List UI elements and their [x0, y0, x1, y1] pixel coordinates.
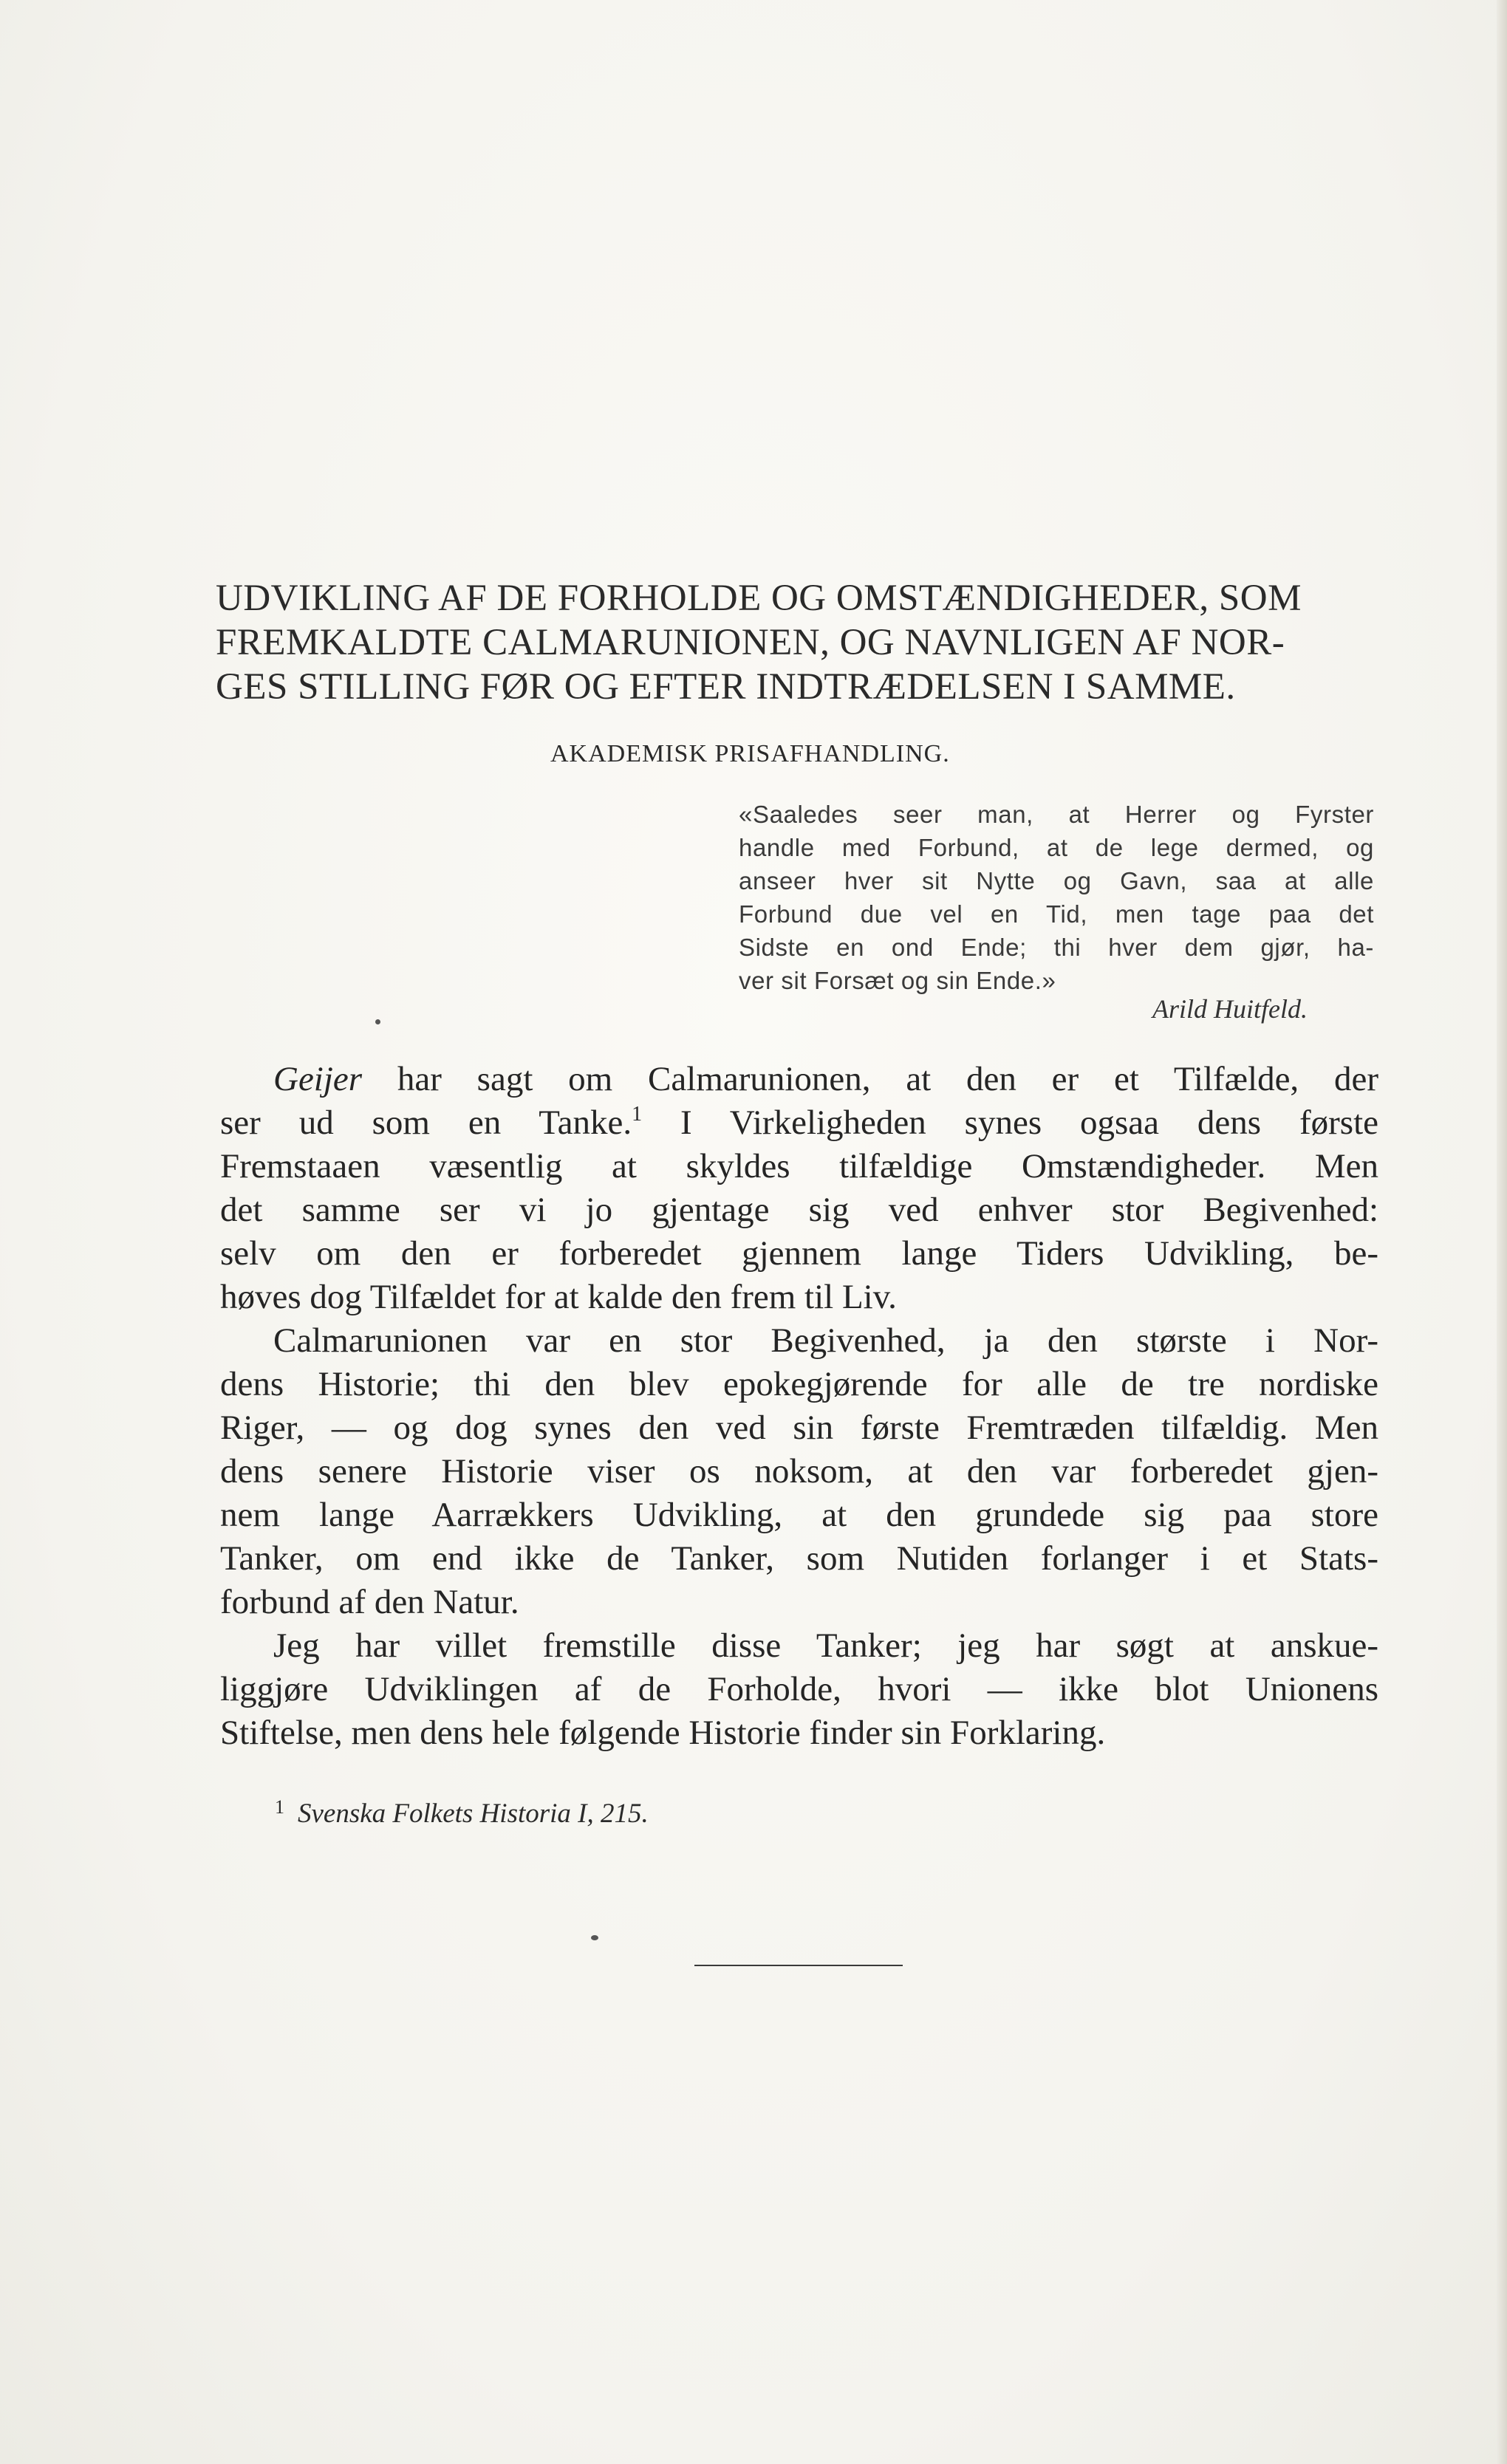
p1-line-5: selv om den er forberedet gjennem lange Tiders Udvikling, be-: [220, 1234, 1378, 1273]
p1-line-4: det samme ser vi jo gjentage sig ved enhver stor Begivenhed:: [220, 1191, 1378, 1229]
p2-line-3: Riger, — og dog synes den ved sin første Fremtræden tilfældig. Men: [220, 1409, 1378, 1447]
p3-line-2: liggjøre Udviklingen af de Forholde, hvori — ikke blot Unionens: [220, 1670, 1378, 1708]
page-edge-shadow: [1497, 0, 1507, 2464]
p2-line-6: Tanker, om end ikke de Tanker, som Nutiden forlanger i et Stats-: [220, 1539, 1378, 1578]
page-title: [216, 576, 1383, 709]
ink-speck: [375, 1019, 380, 1024]
p1-line-2: [220, 1101, 1378, 1145]
p1-line-3: Fremstaaen væsentlig at skyldes tilfældige Omstændigheder. Men: [220, 1147, 1378, 1185]
p2-line-7: forbund af den Natur.: [220, 1583, 519, 1621]
p2-line-2: dens Historie; thi den blev epokegjørende for alle de tre nordiske: [220, 1365, 1378, 1403]
title-line-2: FREMKALDTE CALMARUNIONEN, OG NAVNLIGEN AF NOR-: [216, 622, 1285, 663]
p2-line-1: Calmarunionen var en stor Begivenhed, ja den største i Nor-: [273, 1321, 1378, 1360]
p1-line-1-rest: har sagt om Calmarunionen, at den er et Tilfælde, der: [362, 1060, 1378, 1098]
footnote: [275, 1796, 649, 1830]
p3-line-1: Jeg har villet fremstille disse Tanker; jeg har søgt at anskue-: [273, 1626, 1378, 1665]
title-line-1: UDVIKLING AF DE FORHOLDE OG OMSTÆNDIGHEDER, SOM: [216, 578, 1302, 619]
p1-line-1: [220, 1058, 1378, 1101]
p2-line-5: nem lange Aarrækkers Udvikling, at den grundede sig paa store: [220, 1496, 1378, 1534]
epigraph-line-3: anseer hver sit Nytte og Gavn, saa at alle: [739, 867, 1374, 894]
epigraph-line-4: Forbund due vel en Tid, men tage paa det: [739, 900, 1374, 928]
p3-line-3: Stiftelse, men dens hele følgende Historie finder sin Forklaring.: [220, 1714, 1106, 1752]
footnote-mark: 1: [275, 1796, 284, 1818]
footnote-ref: 1: [632, 1103, 643, 1126]
p1-line-6: høves dog Tilfældet for at kalde den frem til Liv.: [220, 1278, 897, 1316]
epigraph-attribution: Arild Huitfeld.: [1152, 994, 1308, 1024]
p2-line-4: dens senere Historie viser os noksom, at den var forberedet gjen-: [220, 1452, 1378, 1491]
epigraph-line-6: ver sit Forsæt og sin Ende.»: [739, 967, 1056, 994]
epigraph-line-1: «Saaledes seer man, at Herrer og Fyrster: [739, 801, 1374, 828]
section-divider: [694, 1965, 903, 1966]
epigraph-line-5: Sidste en ond Ende; thi hver dem gjør, ha-: [739, 934, 1374, 961]
footnote-text: Svenska Folkets Historia I, 215.: [298, 1799, 649, 1829]
title-line-3: GES STILLING FØR OG EFTER INDTRÆDELSEN I SAMME.: [216, 666, 1236, 708]
epigraph: [739, 798, 1374, 997]
ink-speck: [591, 1935, 598, 1940]
p1-italic-author: Geijer: [273, 1060, 363, 1098]
epigraph-line-2: handle med Forbund, at de lege dermed, og: [739, 834, 1374, 861]
subtitle: AKADEMISK PRISAFHANDLING.: [550, 740, 950, 767]
body-text: [220, 1058, 1378, 1755]
p1-line-2-pre: ser ud som en Tanke.: [220, 1103, 632, 1142]
p1-line-2-post: I Virkeligheden synes ogsaa dens første: [642, 1103, 1378, 1142]
